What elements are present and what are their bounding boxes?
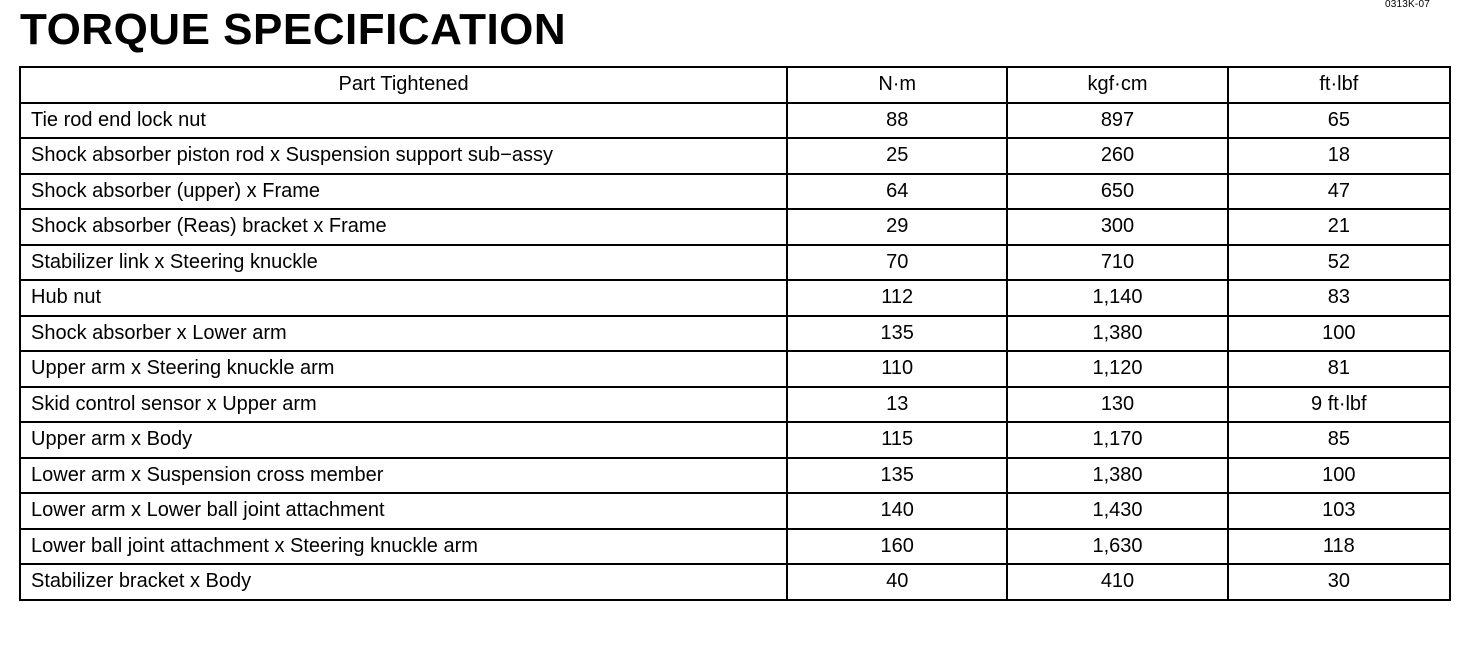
cell-nm: 29 [787,209,1007,245]
cell-ft-lbf: 85 [1228,422,1450,458]
table-row [20,174,1450,210]
cell-part: Stabilizer bracket x Body [20,564,787,600]
cell-part: Skid control sensor x Upper arm [20,387,787,423]
cell-ft-lbf: 118 [1228,529,1450,565]
cell-nm: 64 [787,174,1007,210]
cell-kgf-cm: 300 [1007,209,1227,245]
cell-part: Upper arm x Body [20,422,787,458]
table-header-row [20,67,1450,103]
cell-ft-lbf: 9 ft·lbf [1228,387,1450,423]
table-row [20,564,1450,600]
cell-ft-lbf: 52 [1228,245,1450,281]
document-code: 0313K-07 [1385,0,1430,10]
cell-part: Hub nut [20,280,787,316]
cell-kgf-cm: 1,120 [1007,351,1227,387]
cell-nm: 160 [787,529,1007,565]
cell-kgf-cm: 897 [1007,103,1227,139]
header-nm: N·m [787,67,1007,103]
header-part-tightened: Part Tightened [20,67,787,103]
cell-part: Upper arm x Steering knuckle arm [20,351,787,387]
table-row [20,422,1450,458]
cell-ft-lbf: 100 [1228,458,1450,494]
table-row [20,103,1450,139]
cell-part: Lower arm x Suspension cross member [20,458,787,494]
table-row [20,138,1450,174]
cell-ft-lbf: 65 [1228,103,1450,139]
table-row [20,245,1450,281]
cell-nm: 135 [787,316,1007,352]
cell-ft-lbf: 21 [1228,209,1450,245]
cell-kgf-cm: 130 [1007,387,1227,423]
cell-part: Lower ball joint attachment x Steering knuckle arm [20,529,787,565]
cell-ft-lbf: 100 [1228,316,1450,352]
cell-ft-lbf: 30 [1228,564,1450,600]
header-kgf-cm: kgf·cm [1007,67,1227,103]
cell-kgf-cm: 410 [1007,564,1227,600]
cell-part: Shock absorber x Lower arm [20,316,787,352]
cell-ft-lbf: 103 [1228,493,1450,529]
cell-nm: 13 [787,387,1007,423]
cell-kgf-cm: 650 [1007,174,1227,210]
cell-nm: 110 [787,351,1007,387]
page-title: TORQUE SPECIFICATION [20,5,567,54]
cell-kgf-cm: 1,380 [1007,316,1227,352]
cell-nm: 88 [787,103,1007,139]
table-row [20,351,1450,387]
table-row [20,209,1450,245]
header-ft-lbf: ft·lbf [1228,67,1450,103]
table-row [20,458,1450,494]
table-row [20,493,1450,529]
table-row [20,387,1450,423]
cell-nm: 70 [787,245,1007,281]
cell-part: Tie rod end lock nut [20,103,787,139]
cell-kgf-cm: 1,170 [1007,422,1227,458]
cell-kgf-cm: 1,140 [1007,280,1227,316]
cell-kgf-cm: 1,630 [1007,529,1227,565]
cell-nm: 140 [787,493,1007,529]
cell-part: Stabilizer link x Steering knuckle [20,245,787,281]
cell-kgf-cm: 710 [1007,245,1227,281]
cell-ft-lbf: 18 [1228,138,1450,174]
cell-kgf-cm: 1,430 [1007,493,1227,529]
cell-ft-lbf: 81 [1228,351,1450,387]
cell-kgf-cm: 1,380 [1007,458,1227,494]
cell-part: Shock absorber (Reas) bracket x Frame [20,209,787,245]
cell-nm: 115 [787,422,1007,458]
cell-nm: 112 [787,280,1007,316]
torque-spec-table [19,66,1451,601]
cell-kgf-cm: 260 [1007,138,1227,174]
cell-nm: 40 [787,564,1007,600]
cell-part: Shock absorber piston rod x Suspension support sub−assy [20,138,787,174]
cell-part: Lower arm x Lower ball joint attachment [20,493,787,529]
cell-ft-lbf: 47 [1228,174,1450,210]
cell-ft-lbf: 83 [1228,280,1450,316]
table-row [20,316,1450,352]
cell-part: Shock absorber (upper) x Frame [20,174,787,210]
table-row [20,280,1450,316]
cell-nm: 25 [787,138,1007,174]
table-row [20,529,1450,565]
cell-nm: 135 [787,458,1007,494]
